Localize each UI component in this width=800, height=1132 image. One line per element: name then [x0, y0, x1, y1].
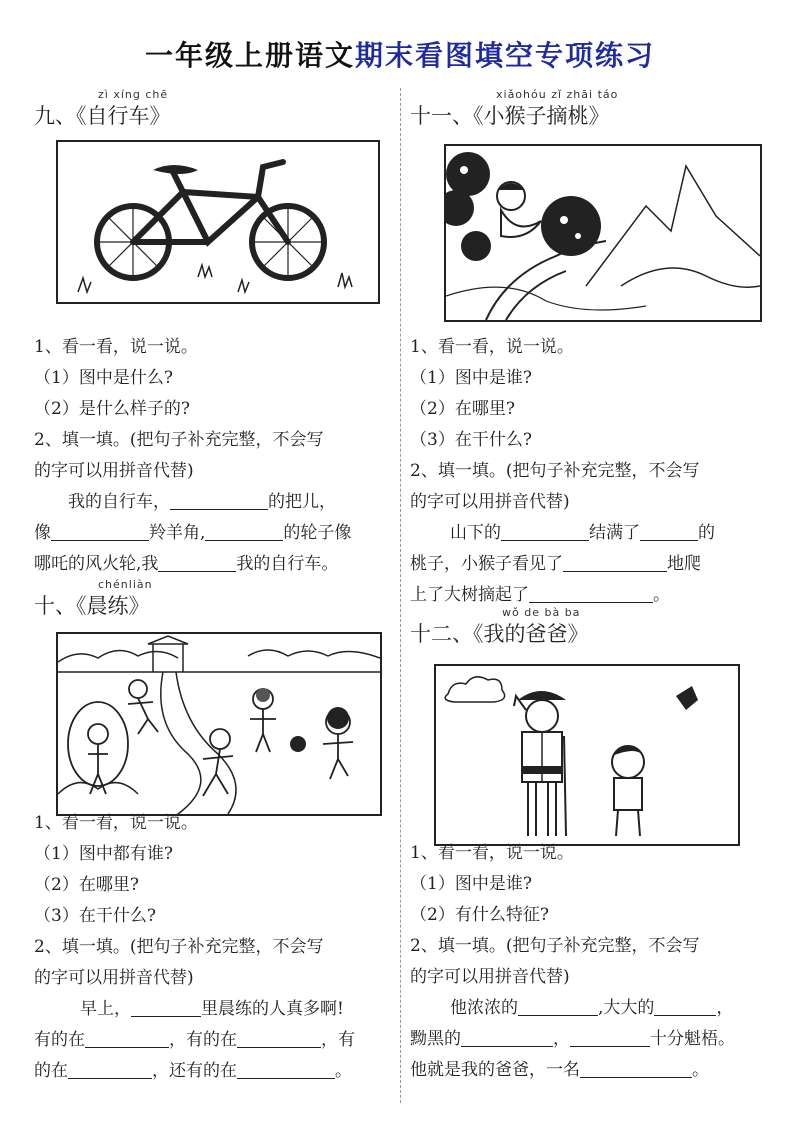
fill-text: ,大大的 — [598, 998, 655, 1018]
fill-text: 有的在 — [34, 1030, 85, 1050]
heading-morning-exercise: 十、《晨练》 — [34, 594, 150, 618]
q1-sub1: （1）图中是谁? — [410, 874, 532, 894]
answer-blank[interactable] — [158, 553, 236, 572]
fill-line-3 — [410, 1055, 770, 1086]
q1-sub1: （1）图中是谁? — [410, 368, 532, 388]
q1-look-say: 1、看一看，说一说。 — [410, 337, 574, 357]
fill-text: ， — [716, 998, 734, 1018]
fill-line-1 — [410, 993, 770, 1024]
fill-text: 的在 — [34, 1061, 68, 1081]
q1-sub2: （2）在哪里? — [34, 875, 139, 895]
answer-blank[interactable] — [170, 491, 268, 510]
answer-blank[interactable] — [570, 1028, 650, 1047]
fill-line-1 — [410, 518, 770, 549]
bicycle-illustration — [58, 142, 378, 302]
q1-sub3: （3）在干什么? — [34, 906, 156, 926]
fill-text: 桃子，小猴子看见了 — [410, 554, 563, 574]
fill-text: 山下的 — [450, 523, 501, 543]
monkey-illustration — [446, 146, 760, 320]
heading-bicycle: 九、《自行车》 — [34, 104, 171, 128]
fill-text: 我的自行车， — [68, 492, 170, 512]
fill-text: 羚羊角, — [149, 523, 206, 543]
fill-line-1 — [34, 487, 394, 518]
title-part1: 一年级上册语文 — [144, 39, 355, 72]
monkey-picture — [444, 144, 762, 322]
bicycle-picture — [56, 140, 380, 304]
fill-text: ，有 — [321, 1030, 355, 1050]
fill-text: 的把儿， — [268, 492, 336, 512]
pinyin-morning-exercise: chénliàn — [98, 578, 153, 591]
q2-instruction: 2、填一填。(把句子补充完整，不会写 — [410, 936, 700, 956]
q1-sub3: （3）在干什么? — [410, 430, 532, 450]
morning-exercise-picture — [56, 632, 382, 816]
pinyin-bicycle: zì xíng chē — [98, 88, 169, 101]
answer-blank[interactable] — [68, 1060, 152, 1079]
q2-instruction: 2、填一填。(把句子补充完整，不会写 — [410, 461, 700, 481]
answer-blank[interactable] — [237, 1060, 335, 1079]
answer-blank[interactable] — [131, 998, 201, 1017]
answer-blank[interactable] — [518, 997, 598, 1016]
answer-blank[interactable] — [205, 522, 283, 541]
fill-text: 地爬 — [667, 554, 701, 574]
morning-exercise-illustration — [58, 634, 380, 814]
dad-questions — [410, 838, 770, 1086]
fill-line-1 — [34, 994, 394, 1025]
fill-text: 早上， — [80, 999, 131, 1019]
q1-sub2: （2）在哪里? — [410, 399, 515, 419]
q1-sub2: （2）是什么样子的? — [34, 399, 190, 419]
worksheet-title — [0, 34, 800, 74]
fill-text: 的轮子像 — [283, 523, 352, 543]
fill-text: 里晨练的人真多啊! — [201, 999, 344, 1019]
q2-instruction-cont: 的字可以用拼音代替) — [34, 968, 194, 988]
morning-exercise-questions — [34, 808, 394, 1087]
answer-blank[interactable] — [654, 997, 716, 1016]
fill-text: 上了大树摘起了 — [410, 585, 529, 605]
fill-line-2 — [34, 518, 394, 549]
answer-blank[interactable] — [461, 1028, 553, 1047]
fill-text: 黝黑的 — [410, 1029, 461, 1049]
fill-text: 十分魁梧。 — [650, 1029, 735, 1049]
fill-text: 结满了 — [589, 523, 640, 543]
q2-instruction-cont: 的字可以用拼音代替) — [410, 967, 570, 987]
answer-blank[interactable] — [85, 1029, 169, 1048]
fill-text: 哪吒的风火轮,我 — [34, 554, 159, 574]
fill-line-3 — [34, 549, 394, 580]
title-part2: 期末看图填空专项练习 — [355, 39, 656, 72]
dad-illustration — [436, 666, 738, 844]
fill-text: 的 — [698, 523, 715, 543]
q1-look-say: 1、看一看，说一说。 — [34, 337, 198, 357]
fill-line-3 — [34, 1056, 394, 1087]
dad-picture — [434, 664, 740, 846]
fill-text: 他浓浓的 — [450, 998, 518, 1018]
fill-line-2 — [410, 1024, 770, 1055]
fill-text: ，还有的在 — [152, 1061, 237, 1081]
q1-sub1: （1）图中都有谁? — [34, 844, 173, 864]
q2-instruction-cont: 的字可以用拼音代替) — [34, 461, 194, 481]
fill-text: 。 — [335, 1061, 352, 1081]
monkey-questions — [410, 332, 770, 611]
fill-line-3 — [410, 580, 770, 611]
q1-sub2: （2）有什么特征? — [410, 905, 549, 925]
fill-text: 他就是我的爸爸，一名 — [410, 1060, 580, 1080]
q1-look-say: 1、看一看，说一说。 — [34, 813, 198, 833]
fill-text: 。 — [653, 585, 670, 605]
q1-sub1: （1）图中是什么? — [34, 368, 173, 388]
fill-text: ，有的在 — [169, 1030, 237, 1050]
fill-text: ， — [553, 1029, 570, 1049]
q1-look-say: 1、看一看，说一说。 — [410, 843, 574, 863]
column-divider — [400, 88, 401, 1103]
pinyin-my-dad: wǒ de bà ba — [502, 606, 581, 619]
heading-monkey-peaches: 十一、《小猴子摘桃》 — [410, 104, 610, 128]
q2-instruction-cont: 的字可以用拼音代替) — [410, 492, 570, 512]
fill-text: 像 — [34, 523, 51, 543]
fill-text: 我的自行车。 — [236, 554, 339, 574]
q2-instruction: 2、填一填。(把句子补充完整，不会写 — [34, 430, 324, 450]
answer-blank[interactable] — [580, 1059, 692, 1078]
answer-blank[interactable] — [563, 553, 667, 572]
q2-instruction: 2、填一填。(把句子补充完整，不会写 — [34, 937, 324, 957]
answer-blank[interactable] — [237, 1029, 321, 1048]
answer-blank[interactable] — [501, 522, 589, 541]
answer-blank[interactable] — [640, 522, 698, 541]
heading-my-dad: 十二、《我的爸爸》 — [410, 622, 589, 646]
fill-line-2 — [410, 549, 770, 580]
answer-blank[interactable] — [51, 522, 149, 541]
pinyin-monkey-peaches: xiǎohóu zǐ zhāi táo — [496, 88, 619, 101]
fill-line-2 — [34, 1025, 394, 1056]
bicycle-questions — [34, 332, 394, 580]
answer-blank[interactable] — [529, 584, 653, 603]
fill-text: 。 — [692, 1060, 709, 1080]
